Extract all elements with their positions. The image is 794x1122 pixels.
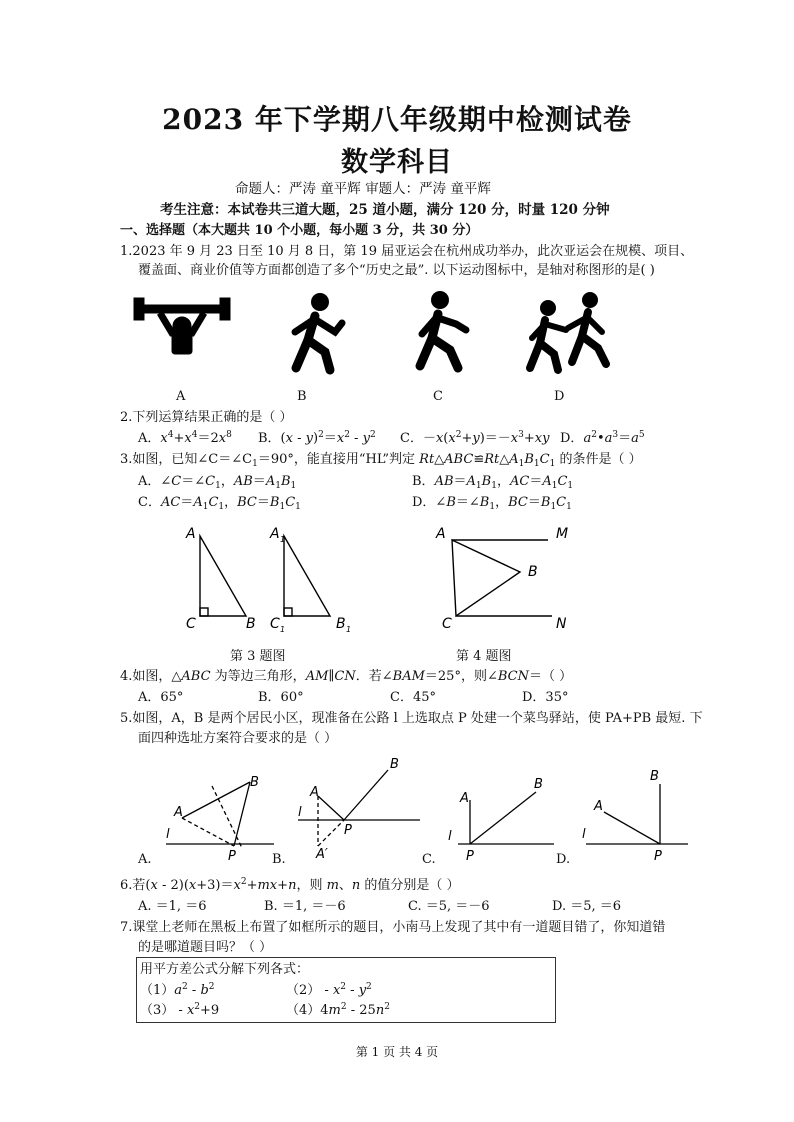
- q5-figure-d: [586, 784, 688, 844]
- svg-text:B: B: [534, 777, 543, 792]
- q5-figures: [140, 752, 700, 864]
- fighting-icon: [530, 292, 606, 370]
- section-heading: 一、选择题（本大题共 10 个小题，每小题 3 分，共 30 分）: [120, 223, 479, 238]
- svg-text:B: B: [250, 775, 259, 790]
- fig3-caption: 第 3 题图: [230, 649, 286, 664]
- q1-label-b: B: [297, 389, 307, 404]
- subject-title: 数学科目: [341, 147, 453, 178]
- q5-label-a: A.: [138, 852, 152, 867]
- q5-label-c: C.: [422, 852, 436, 867]
- svg-text:A: A: [270, 526, 280, 542]
- svg-text:1: 1: [280, 535, 286, 544]
- svg-text:B: B: [390, 757, 399, 772]
- fig4-caption: 第 4 题图: [456, 649, 512, 664]
- q3-option-b: B．$AB=A_1B_1$，$AC=A_1C_1$: [412, 474, 574, 491]
- q1-label-c: C: [433, 389, 443, 404]
- svg-text:B: B: [528, 564, 538, 580]
- weightlifting-icon: [134, 298, 230, 354]
- svg-text:B: B: [246, 616, 256, 632]
- q3-stem: 3.如图，已知$\angle C=\angle C_1=90^\circ$，能直接用“HL”判定 $Rt\triangle ABC≌Rt\triangle A_1B_1C_1$ 的条件是（ ）: [120, 452, 642, 469]
- q1-sport-icons: [120, 288, 640, 378]
- q6-option-d: D. ＝5, ＝6: [552, 899, 622, 914]
- svg-text:C: C: [270, 616, 280, 632]
- q2-stem: 2.下列运算结果正确的是（ ）: [120, 410, 293, 425]
- q3-option-c: C．$AC=A_1C_1$，$BC=B_1C_1$: [138, 495, 301, 512]
- q6-option-a: A. ＝1, ＝6: [138, 899, 207, 914]
- svg-text:l: l: [582, 827, 586, 842]
- svg-text:A: A: [186, 526, 196, 542]
- svg-text:l: l: [298, 805, 302, 820]
- svg-text:A: A: [460, 791, 469, 806]
- q2-option-c: C．$-x(x^2+y)=-x^3+xy$: [400, 430, 550, 446]
- q4-option-c: C．45°: [390, 690, 436, 705]
- svg-text:N: N: [556, 616, 567, 632]
- svg-text:P: P: [228, 849, 236, 864]
- q3-option-d: D．$\angle B=\angle B_1$，$BC=B_1C_1$: [412, 495, 572, 512]
- q3-stem-prefix: 3.如图，已知∠C＝∠C: [120, 452, 253, 467]
- q6-option-b: B. ＝1, ＝－6: [264, 899, 346, 914]
- q4-option-a: A．65°: [138, 690, 184, 705]
- q5-line2: 面四种选址方案符合要求的是（ ）: [138, 731, 338, 746]
- exam-title: 2023 年下学期八年级期中检测试卷: [162, 103, 632, 136]
- svg-text:A: A: [594, 799, 603, 814]
- q5-line1: 5.如图，A，B 是两个居民小区，现准备在公路 l 上选取点 P 处建一个菜鸟驿站，使 PA+PB 最短. 下: [120, 711, 703, 726]
- svg-text:P: P: [466, 849, 474, 864]
- q2-option-d: D．$a^2•a^3=a^5$: [560, 430, 645, 446]
- svg-text:1: 1: [346, 625, 352, 634]
- exam-notice: 考生注意：本试卷共三道大题，25 道小题，满分 120 分，时量 120 分钟: [160, 202, 610, 218]
- authors-line: 命题人：严涛 童平辉 审题人：严涛 童平辉: [235, 181, 491, 197]
- q5-label-d: D.: [556, 852, 571, 867]
- q4-option-b: B．60°: [258, 690, 304, 705]
- svg-text:A: A: [174, 805, 183, 820]
- figure-3-triangles: [200, 536, 330, 616]
- q7-item-4: $(4)4m^2 - 25n^2$: [286, 1002, 390, 1018]
- svg-text:C: C: [186, 616, 196, 632]
- svg-text:P: P: [344, 823, 352, 838]
- svg-text:P: P: [654, 849, 662, 864]
- q1-label-d: D: [554, 389, 565, 404]
- svg-text:A′: A′: [316, 847, 328, 862]
- figure-3-4: [180, 520, 600, 640]
- svg-text:1: 1: [280, 625, 286, 634]
- q7-item-2: $(2) - x^2 - y^2$: [286, 982, 372, 998]
- q5-figure-c: [458, 792, 554, 844]
- svg-text:M: M: [556, 526, 569, 542]
- svg-text:l: l: [448, 829, 452, 844]
- q7-item-1: $(1)a^2 - b^2$: [140, 982, 215, 998]
- q6-stem: 6.若$(x - 2)(x+3)=x^2+mx+n$，则 m、n 的值分别是（ ）: [120, 877, 460, 893]
- q6-option-c: C. ＝5, ＝－6: [408, 899, 490, 914]
- running-icon-2: [420, 291, 466, 368]
- svg-text:A: A: [436, 526, 446, 542]
- q7-item-3: $(3) - x^2+9$: [140, 1002, 220, 1018]
- page-footer: 第 1 页 共 4 页: [355, 1045, 439, 1059]
- q4-option-d: D．35°: [522, 690, 569, 705]
- q5-label-b: B.: [272, 852, 286, 867]
- svg-text:A: A: [310, 785, 319, 800]
- q1-label-a: A: [176, 389, 186, 404]
- q2-option-a: A．$x^4+x^4=2x^8$: [138, 430, 232, 446]
- q1-line2: 覆盖面、商业价值等方面都创造了多个“历史之最”. 以下运动图标中，是轴对称图形的是( ): [138, 263, 655, 278]
- svg-text:B: B: [650, 769, 659, 784]
- svg-text:l: l: [166, 827, 170, 842]
- q7-line2: 的是哪道题目吗？（ ）: [138, 940, 273, 955]
- q5-figure-b: [298, 770, 420, 846]
- svg-text:C: C: [442, 616, 452, 632]
- q7-box-title: 用平方差公式分解下列各式：: [140, 962, 310, 977]
- q2-option-b: B．$(x - y)^2=x^2 - y^2$: [258, 430, 376, 446]
- q3-stem-mid: ＝90°，能直接用“HL”判定: [257, 452, 416, 467]
- q1-line1: 1.2023 年 9 月 23 日至 10 月 8 日，第 19 届亚运会在杭州成功举办，此次亚运会在规模、项目、: [120, 244, 694, 259]
- q4-stem: 4.如图，△ABC 为等边三角形，AM∥CN．若∠BAM＝25°，则∠BCN＝（ ）: [120, 669, 573, 684]
- q3-option-a: A．$\angle C=\angle C_1$，$AB=A_1B_1$: [138, 474, 297, 491]
- svg-text:B: B: [336, 616, 346, 632]
- q7-line1: 7.课堂上老师在黑板上布置了如框所示的题目，小南马上发现了其中有一道题目错了，你知道错: [120, 920, 666, 935]
- q3-stem-end: 的条件是（ ）: [559, 452, 642, 467]
- running-icon: [295, 293, 342, 370]
